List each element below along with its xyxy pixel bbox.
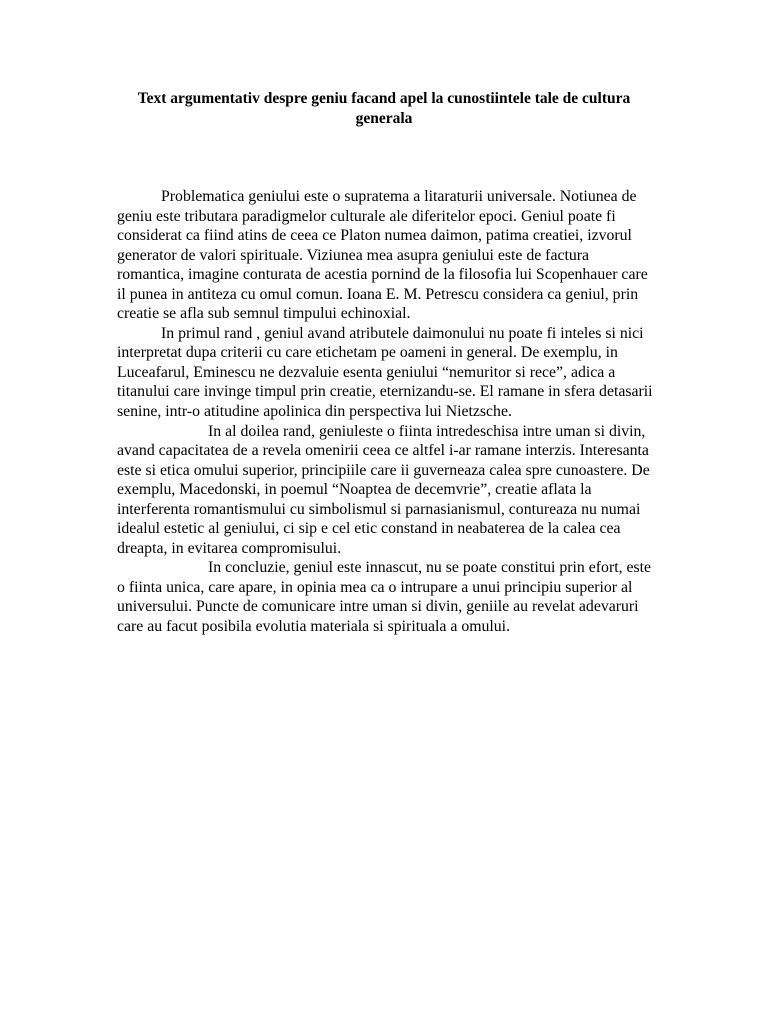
paragraph-4-text: In concluzie, geniul este innascut, nu se poate constitui prin efort, este o fiinta unica, care apare, in opinia mea ca o intrupare a unui principiu superior al universului. Puncte de comunicare intre uman si divin, geniile au revelat adevaruri care au facut posibila evolutia materiala si spirituala a omului. bbox=[117, 559, 652, 636]
paragraph-2-text: In primul rand , geniul avand atributele daimonului nu poate fi inteles si nici interpretat dupa criterii cu care etichetam pe oameni in general. De exemplu, in Luceafarul, Eminescu ne dezvaluie esenta geniului “nemuritor si rece”, adica a titanului care invinge timpul prin creatie, eternizandu-se. El ramane in sfera detasarii senine, intr-o atitudine apolinica din perspectiva lui Nietzsche. bbox=[117, 324, 653, 421]
paragraph-1 bbox=[117, 187, 657, 324]
paragraph-3 bbox=[117, 422, 657, 559]
paragraph-3-text: In al doilea rand, geniuleste o fiinta intredeschisa intre uman si divin, avand capacitatea de a revela omenirii ceea ce altfel i-ar ramane interzis. Interesanta este si etica omului superior, principiile care ii guverneaza calea spre cunoastere. De exemplu, Macedonski, in poemul “Noaptea de decemvrie”, creatie aflata la interferenta romantismului cu simbolismul si parnasianismul, contureaza nu numai idealul estetic al geniului, ci sip e cel etic constand in neabaterea de la calea cea dreapta, in evitarea compromisului. bbox=[117, 422, 650, 557]
paragraph-4 bbox=[117, 558, 657, 636]
paragraph-2 bbox=[117, 324, 657, 422]
document-title: Text argumentativ despre geniu facand apel la cunostiintele tale de cultura generala bbox=[137, 90, 631, 127]
document-body bbox=[117, 187, 657, 637]
paragraph-1-text: Problematica geniului este o supratema a litaraturii universale. Notiunea de geniu este tributara paradigmelor culturale ale diferitelor epoci. Geniul poate fi considerat ca fiind atins de ceea ce Platon numea daimon, patima creatiei, izvorul generator de valori spirituale. Viziunea mea asupra geniului este de factura romantica, imagine conturata de acestia pornind de la filosofia lui Scopenhauer care il punea in antiteza cu omul comun. Ioana E. M. Petrescu considera ca geniul, prin creatie se afla sub semnul timpului echinoxial. bbox=[117, 188, 648, 323]
